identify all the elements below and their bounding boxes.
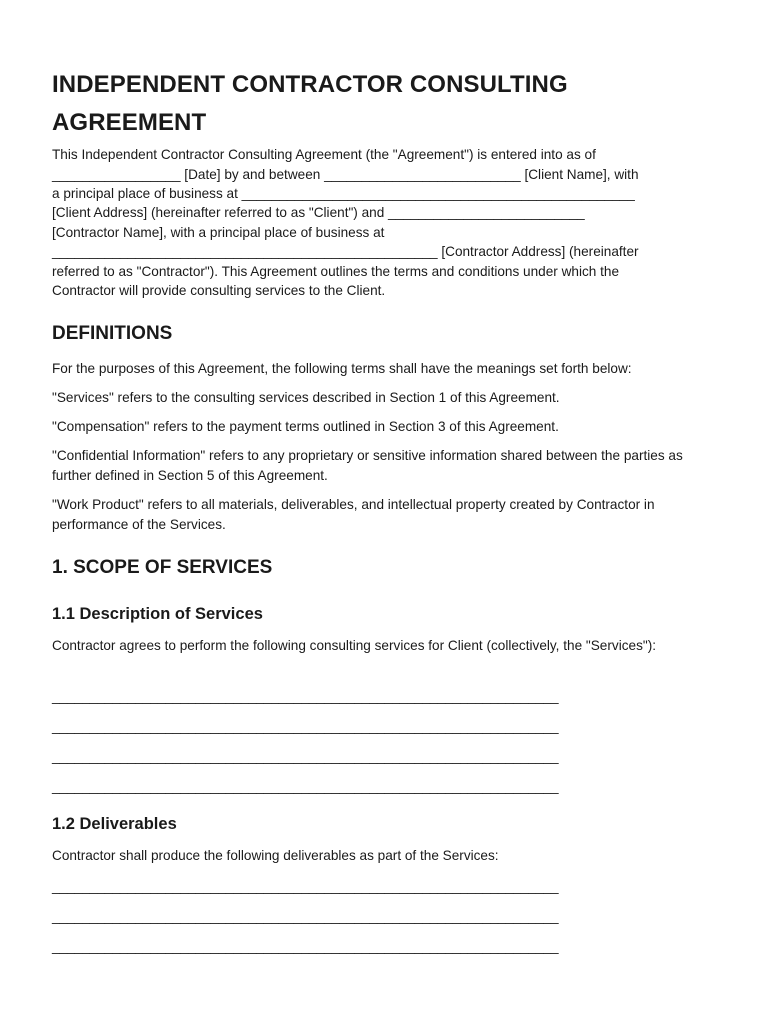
section-1-heading: 1. SCOPE OF SERVICES	[52, 557, 273, 578]
deliverables-blank-line: ___________________________________________________________________	[52, 879, 559, 894]
document-title: INDEPENDENT CONTRACTOR CONSULTING AGREEMENT	[52, 71, 568, 136]
section-1-2-heading: 1.2 Deliverables	[52, 815, 177, 833]
definition-compensation: "Compensation" refers to the payment terms outlined in Section 3 of this Agreement.	[52, 419, 559, 434]
services-blank-line: ___________________________________________________________________	[52, 749, 559, 764]
intro-line: Contractor will provide consulting services to the Client.	[52, 283, 386, 298]
intro-line: a principal place of business at ____________________________________________________	[52, 186, 635, 201]
definition-services: "Services" refers to the consulting services described in Section 1 of this Agreement.	[52, 390, 560, 405]
definitions-heading: DEFINITIONS	[52, 323, 173, 344]
definitions-intro: For the purposes of this Agreement, the following terms shall have the meanings set forth below:	[52, 361, 632, 376]
section-1-1-text: Contractor agrees to perform the following consulting services for Client (collectively, the "Services"):	[52, 638, 656, 653]
definition-confidential-information: "Confidential Information" refers to any proprietary or sensitive information shared between the parties as further defined in Section 5 of this Agreement.	[52, 448, 683, 483]
section-1-1-heading: 1.1 Description of Services	[52, 605, 263, 623]
intro-line: This Independent Contractor Consulting Agreement (the "Agreement") is entered into as of	[52, 147, 596, 162]
services-blank-line: ___________________________________________________________________	[52, 719, 559, 734]
services-blank-line: ___________________________________________________________________	[52, 779, 559, 794]
definition-work-product: "Work Product" refers to all materials, deliverables, and intellectual property created by Contractor in performance of the Services.	[52, 497, 655, 532]
section-1-2-text: Contractor shall produce the following deliverables as part of the Services:	[52, 848, 499, 863]
deliverables-blank-line: ___________________________________________________________________	[52, 909, 559, 924]
intro-line: [Client Address] (hereinafter referred to as "Client") and __________________________	[52, 205, 585, 220]
intro-line: referred to as "Contractor"). This Agreement outlines the terms and conditions under which the	[52, 264, 620, 279]
deliverables-blank-line: ___________________________________________________________________	[52, 939, 559, 954]
intro-line: _________________ [Date] by and between __________________________ [Client Name], with	[52, 167, 639, 182]
intro-line: [Contractor Name], with a principal place of business at	[52, 225, 385, 240]
intro-line: ___________________________________________________ [Contractor Address] (hereinafter	[52, 244, 639, 259]
services-blank-line: ___________________________________________________________________	[52, 689, 559, 704]
